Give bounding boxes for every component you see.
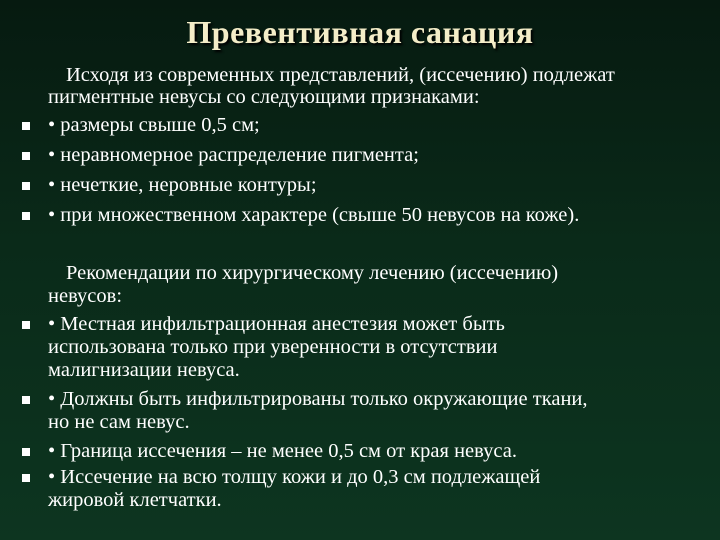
square-bullet-icon: [22, 182, 30, 190]
section1-item-3: • нечеткие, неровные контуры;: [48, 174, 317, 196]
square-bullet-icon: [22, 448, 30, 456]
square-bullet-icon: [22, 122, 30, 130]
section2-intro-line-2: невусов:: [48, 285, 123, 307]
section1-intro-line-2: пигментные невусы со следующими признаками:: [48, 86, 480, 108]
section2-item-4-line-2: жировой клетчатки.: [48, 489, 222, 511]
section2-item-1-line-2: использована только при уверенности в отсутствии: [48, 336, 498, 358]
section2-item-1-line-3: малигнизации невуса.: [48, 359, 240, 381]
section1-item-2: • неравномерное распределение пигмента;: [48, 144, 419, 166]
section2-item-1-line-1: • Местная инфильтрационная анестезия может быть: [48, 313, 505, 335]
section2-intro-line-1: Рекомендации по хирургическому лечению (иссечению): [66, 262, 559, 284]
slide-title: Превентивная санация: [186, 14, 534, 50]
section1-item-1: • размеры свыше 0,5 см;: [48, 114, 260, 136]
section1-intro-line-1: Исходя из современных представлений, (иссечению) подлежат: [66, 64, 615, 86]
section2-item-2-line-2: но не сам невус.: [48, 411, 190, 433]
section1-item-4: • при множественном характере (свыше 50 невусов на коже).: [48, 204, 580, 226]
square-bullet-icon: [22, 321, 30, 329]
square-bullet-icon: [22, 474, 30, 482]
section2-item-2-line-1: • Должны быть инфильтрированы только окружающие ткани,: [48, 388, 588, 410]
square-bullet-icon: [22, 152, 30, 160]
section2-item-4-line-1: • Иссечение на всю толщу кожи и до 0,3 см подлежащей: [48, 466, 541, 488]
square-bullet-icon: [22, 212, 30, 220]
section2-item-3: • Граница иссечения – не менее 0,5 см от края невуса.: [48, 440, 517, 462]
square-bullet-icon: [22, 396, 30, 404]
